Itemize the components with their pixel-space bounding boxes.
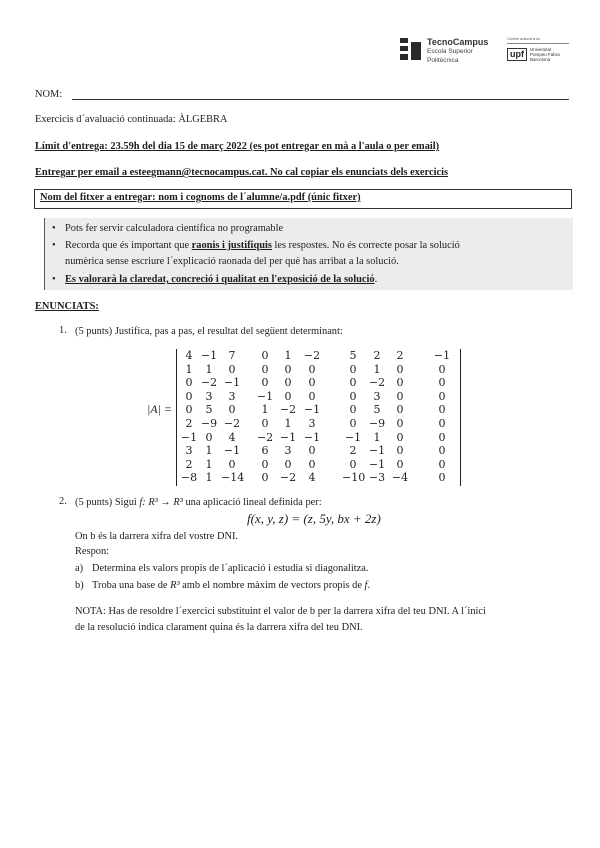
q2-number: 2. (59, 496, 67, 507)
q1-text: (5 punts) Justifica, pas a pas, el resultat del següent determinant: (75, 326, 343, 337)
matrix-row (177, 417, 460, 431)
matrix-cell: 5 (349, 349, 357, 362)
matrix-cell: 0 (396, 430, 404, 444)
matrix-cell: 0 (396, 376, 404, 390)
matrix-cell: 0 (438, 444, 446, 458)
matrix-row (177, 403, 460, 417)
tc-sub1: Escola Superior (427, 48, 473, 55)
matrix-cell: 0 (185, 376, 193, 390)
upf-name3: Barcelona (530, 57, 551, 62)
matrix-cell: 1 (205, 457, 213, 471)
q2-text: (5 punts) Sigui f: R³ → R³ una aplicació lineal definida per: (75, 497, 322, 508)
matrix-cell: 0 (205, 430, 213, 444)
matrix-cell: 0 (284, 362, 292, 376)
matrix-cell: 0 (261, 471, 269, 485)
matrix-cell: 1 (185, 362, 193, 376)
matrix-cell: −2 (303, 349, 321, 362)
info-bullet-2: • Recorda que és important que raonis i justifiquis les respostes. No és correcte posar la solució (52, 240, 460, 251)
matrix-cell: 1 (284, 417, 292, 430)
matrix-cell: −9 (368, 417, 386, 430)
matrix-cell: 0 (284, 457, 292, 471)
matrix-cell: 0 (308, 444, 316, 458)
matrix-row (177, 458, 460, 472)
bullet-icon: • (52, 240, 56, 251)
matrix-cell: 0 (438, 403, 446, 417)
matrix-cell: 0 (438, 417, 446, 430)
tc-sub2: Politècnica (427, 57, 459, 64)
matrix-cell: −10 (342, 471, 366, 485)
matrix-cell: 0 (308, 457, 316, 471)
matrix-cell: 7 (228, 349, 236, 362)
matrix-cell: 1 (284, 349, 292, 362)
matrix-cell: 0 (396, 403, 404, 417)
matrix-cell: 0 (396, 457, 404, 471)
matrix-cell: 3 (373, 389, 381, 403)
matrix-cell: 0 (349, 389, 357, 403)
info-bullet-1: • Pots fer servir calculadora científica no programable (52, 223, 284, 234)
matrix-cell: 0 (284, 389, 292, 403)
matrix-cell: −9 (200, 417, 218, 430)
matrix-cell: −4 (391, 471, 409, 485)
matrix-cell: −1 (368, 457, 386, 471)
matrix-cell: 0 (349, 376, 357, 390)
matrix-cell: 0 (308, 376, 316, 390)
matrix-cell: 0 (438, 430, 446, 444)
tc-name: TecnoCampus (427, 37, 489, 47)
matrix-cell: 0 (396, 389, 404, 403)
upf-name1: Universitat (530, 47, 552, 52)
matrix-cell: 0 (228, 457, 236, 471)
matrix-cell: 0 (349, 362, 357, 376)
nom-field[interactable] (72, 99, 569, 100)
matrix-cell: 0 (185, 403, 193, 417)
bullet-icon: • (52, 223, 56, 234)
q2-a-text: Determina els valors propis de l´aplicació i estudia si diagonalitza. (92, 563, 369, 574)
q2-b-label: b) (75, 580, 84, 591)
subtitle: Exercicis d´avaluació continuada: ÀLGEBRA (35, 114, 228, 125)
matrix-cell: 1 (205, 444, 213, 458)
matrix-cell: 0 (228, 362, 236, 376)
matrix-row (177, 444, 460, 458)
matrix-cell: 6 (261, 444, 269, 458)
matrix-cell: 3 (205, 389, 213, 403)
matrix-cell: 0 (349, 403, 357, 417)
info-bullet-2-line2: numèrica sense escriure l´explicació raonada del per què has arribat a la solució. (65, 256, 399, 267)
deadline: Límit d'entrega: 23.59h del dia 15 de març 2022 (es pot entregar en mà a l'aula o per email) (35, 141, 440, 152)
matrix-cell: 5 (205, 403, 213, 417)
matrix-cell: 0 (261, 349, 269, 362)
matrix-cell: −1 (223, 444, 241, 458)
q2-nota-line1: NOTA: Has de resoldre l´exercici substituint el valor de b per la darrera xifra del teu DNI. A l´inici (75, 606, 486, 617)
matrix-cell: 0 (261, 362, 269, 376)
matrix-cell: 3 (284, 444, 292, 458)
matrix-cell: 0 (438, 362, 446, 376)
matrix-cell: 1 (205, 471, 213, 485)
matrix-cell: 0 (396, 417, 404, 430)
matrix-cell: 4 (308, 471, 316, 485)
matrix-cell: 2 (396, 349, 404, 362)
matrix-cell: 0 (396, 444, 404, 458)
bullet-icon: • (52, 274, 56, 285)
matrix-cell: 0 (261, 457, 269, 471)
tecnocampus-mark-icon (400, 38, 422, 62)
matrix-cell: −2 (368, 376, 386, 390)
matrix-cell: −14 (221, 471, 245, 485)
matrix-cell: 1 (373, 362, 381, 376)
matrix-cell: −1 (344, 430, 362, 444)
upf-mark: upf (507, 48, 527, 61)
matrix-cell: 0 (308, 389, 316, 403)
matrix-cell: 3 (228, 389, 236, 403)
matrix-cell: −1 (180, 430, 198, 444)
upf-name2: Pompeu Fabra (530, 52, 560, 57)
matrix-cell: 2 (185, 417, 193, 430)
matrix-cell: 0 (228, 403, 236, 417)
matrix-cell: −1 (200, 349, 218, 362)
matrix-cell: 0 (438, 457, 446, 471)
matrix-cell: −1 (368, 444, 386, 458)
det-label: |A| = (147, 402, 173, 416)
matrix-row (177, 363, 460, 377)
tecnocampus-logo (400, 38, 488, 65)
q2-formula: f(x, y, z) = (z, 5y, bx + 2z) (247, 511, 381, 526)
matrix-cell: −2 (223, 417, 241, 430)
q2-respon: Respon: (75, 546, 110, 557)
matrix-row (177, 349, 460, 363)
matrix-cell: −8 (180, 471, 198, 485)
q1-number: 1. (59, 325, 67, 336)
matrix-cell: −1 (303, 403, 321, 417)
matrix-cell: 0 (308, 362, 316, 376)
q2-b-note: On b és la darrera xifra del vostre DNI. (75, 531, 239, 542)
upf-caption: Centre adscrit a la: (507, 36, 569, 44)
matrix-cell: −1 (223, 376, 241, 390)
matrix-row (177, 376, 460, 390)
matrix-cell: −2 (279, 403, 297, 417)
matrix-row (177, 471, 460, 485)
matrix-cell: 0 (438, 471, 446, 485)
matrix-cell: 0 (438, 389, 446, 403)
matrix-cell: 4 (185, 349, 193, 362)
matrix-cell: 0 (284, 376, 292, 390)
matrix-cell: 0 (261, 417, 269, 430)
matrix-cell: 0 (261, 376, 269, 390)
matrix-cell: 1 (261, 403, 269, 417)
matrix-cell: 1 (373, 430, 381, 444)
q2-nota-line2: de la resolució indica clarament quina és la darrera xifra del teu DNI. (75, 622, 363, 633)
matrix-cell: −1 (303, 430, 321, 444)
matrix-cell: 0 (396, 362, 404, 376)
matrix-cell: 2 (185, 457, 193, 471)
matrix-cell: −2 (256, 430, 274, 444)
matrix-cell: −1 (433, 349, 451, 362)
nom-label: NOM: (35, 89, 63, 100)
matrix-cell: −2 (279, 471, 297, 485)
matrix-cell: 3 (185, 444, 193, 458)
matrix-cell: 5 (373, 403, 381, 417)
matrix-cell: 0 (438, 376, 446, 390)
matrix-cell: −1 (256, 389, 274, 403)
info-box (44, 218, 573, 290)
upf-logo (507, 36, 569, 62)
matrix-cell: 2 (349, 444, 357, 458)
matrix-cell: −1 (279, 430, 297, 444)
info-bullet-3: • Es valorarà la claredat, concreció i qualitat en l'exposició de la solució. (52, 274, 378, 285)
filename-instructions: Nom del fitxer a entregar: nom i cognoms de l´alumne/a.pdf (únic fitxer) (40, 192, 361, 203)
matrix-cell: 0 (185, 389, 193, 403)
enunciats-title: ENUNCIATS: (35, 301, 99, 312)
matrix-cell: 1 (205, 362, 213, 376)
matrix-cell: 3 (308, 417, 316, 430)
matrix-cell: −2 (200, 376, 218, 390)
email-instructions: Entregar per email a esteegmann@tecnocampus.cat. No cal copiar els enunciats dels exercicis (35, 167, 449, 178)
matrix-cell: 0 (349, 457, 357, 471)
matrix-cell: −3 (368, 471, 386, 485)
q2-b-text: Troba una base de R³ amb el nombre màxim de vectors propis de f. (92, 580, 371, 591)
determinant-matrix (176, 349, 461, 486)
q2-a-label: a) (75, 563, 84, 574)
matrix-cell: 2 (373, 349, 381, 362)
matrix-row (177, 431, 460, 445)
matrix-row (177, 390, 460, 404)
matrix-cell: 4 (228, 430, 236, 444)
matrix-cell: 0 (349, 417, 357, 430)
